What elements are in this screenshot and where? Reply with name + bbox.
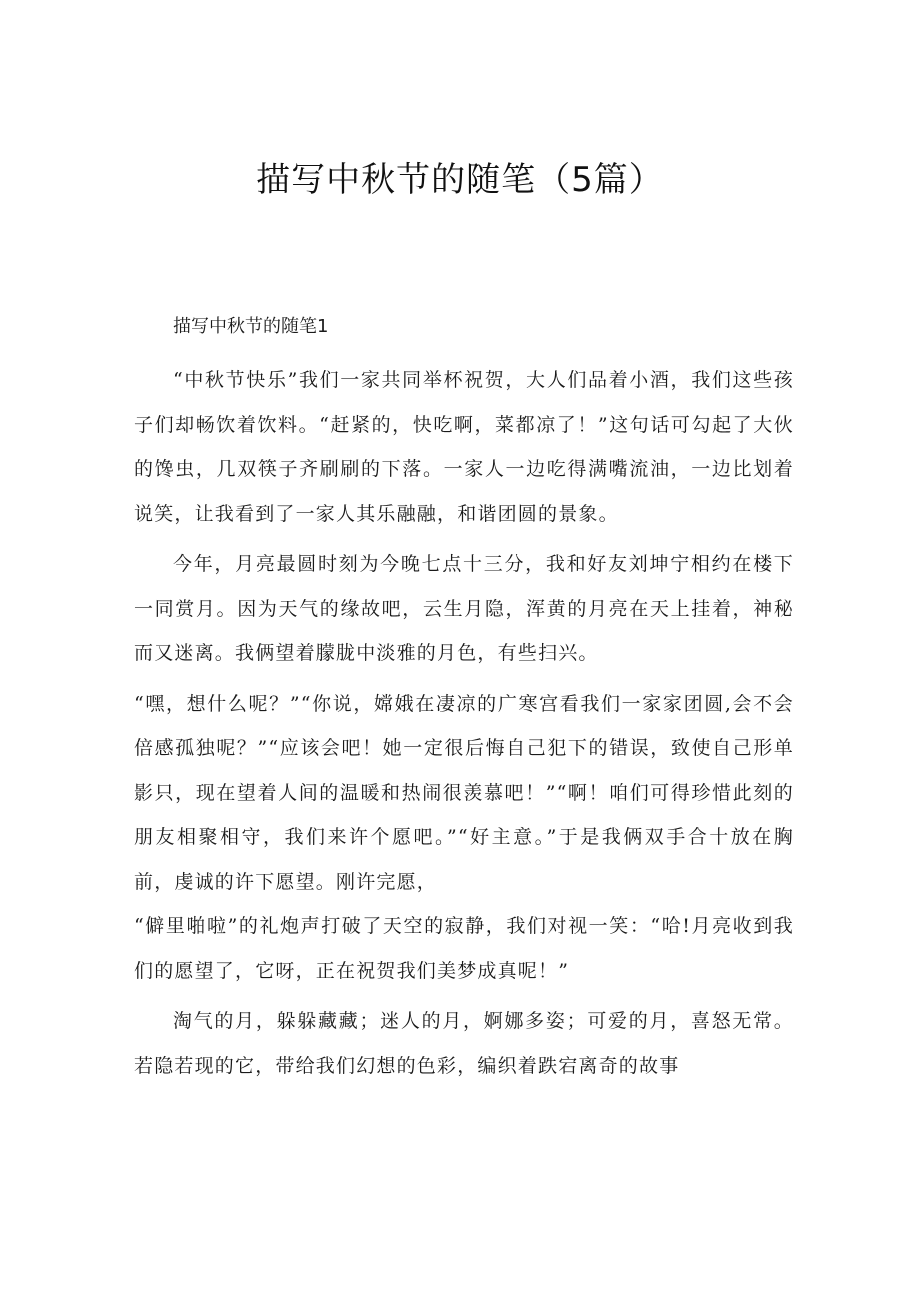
paragraph-4: “僻里啪啦”的礼炮声打破了天空的寂静，我们对视一笑：“哈!月亮收到我们的愿望了，它呀，正在祝贺我们美梦成真呢！” [134, 915, 794, 982]
document-title: 描写中秋节的随笔（5篇） [256, 160, 664, 200]
paragraph-5: 淘气的月，躲躲藏藏；迷人的月，婀娜多姿；可爱的月，喜怒无常。若隐若现的它，带给我们幻想的色彩，编织着跌宕离奇的故事 [134, 1010, 794, 1077]
paragraph-2: 今年，月亮最圆时刻为今晚七点十三分，我和好友刘坤宁相约在楼下一同赏月。因为天气的缘故吧，云生月隐，浑黄的月亮在天上挂着，神秘而又迷离。我俩望着朦胧中淡雅的月色，有些扫兴。 [134, 553, 794, 664]
document-body [134, 312, 794, 1094]
section-heading: 描写中秋节的随笔1 [173, 316, 329, 337]
paragraph-3: “嘿，想什么呢？”“你说，嫦娥在凄凉的广寒宫看我们一家家团圆,会不会倍感孤独呢？”“应该会吧！她一定很后悔自己犯下的错误，致使自己形单影只，现在望着人间的温暖和热闹很羡慕吧！”“啊！咱们可得珍惜此刻的朋友相聚相守，我们来许个愿吧。”“好主意。”于是我俩双手合十放在胸前，虔诚的许下愿望。刚许完愿， [134, 692, 794, 893]
paragraph-1: “中秋节快乐”我们一家共同举杯祝贺，大人们品着小酒，我们这些孩子们却畅饮着饮料。“赶紧的，快吃啊，菜都凉了！”这句话可勾起了大伙的馋虫，几双筷子齐刷刷的下落。一家人一边吃得满嘴流油，一边比划着说笑，让我看到了一家人其乐融融，和谐团圆的景象。 [134, 369, 794, 525]
